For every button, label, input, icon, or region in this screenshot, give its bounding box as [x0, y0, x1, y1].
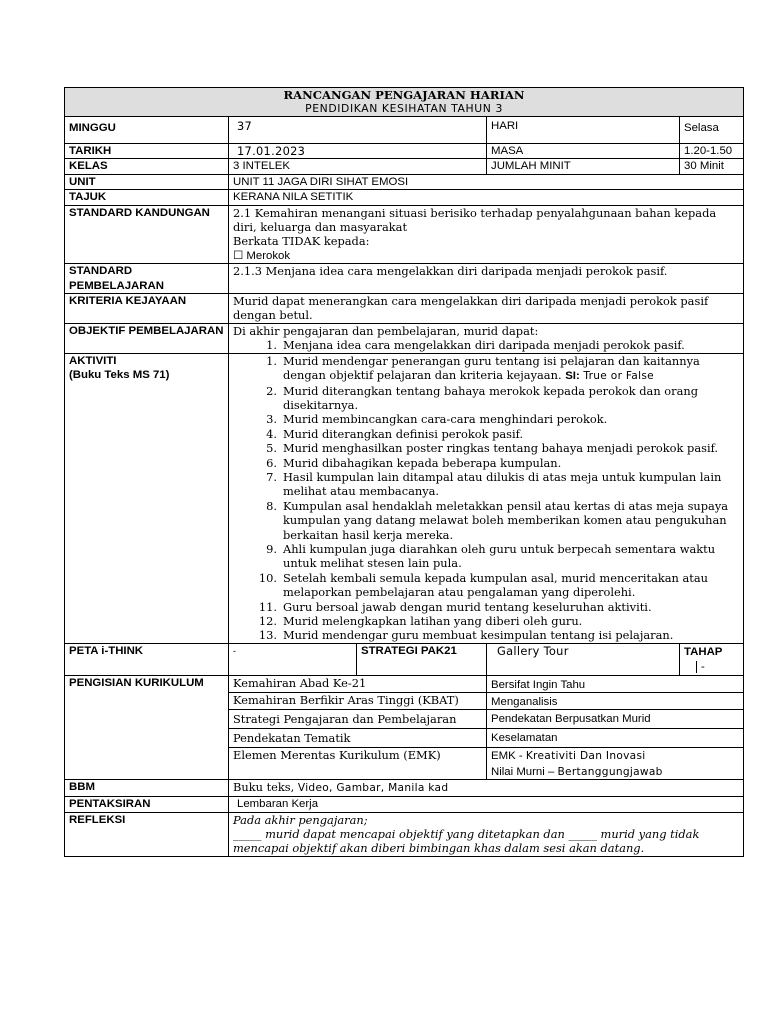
list-item-text: Murid melengkapkan latihan yang diberi oleh guru. [283, 614, 583, 628]
refleksi-row [65, 812, 744, 856]
pengisian-item-left: Kemahiran Berfikir Aras Tinggi (KBAT) [229, 693, 487, 710]
list-item: 7. Hasil kumpulan lain ditampal atau dilukis di atas meja untuk kumpulan lain melihat atau membacanya. [266, 469, 722, 499]
si-value: True or False [579, 370, 654, 383]
unit-row [65, 174, 744, 189]
refleksi-line1: Pada akhir pengajaran; [233, 812, 368, 827]
list-item: 3. Murid membincangkan cara-cara menghindari perokok. [266, 412, 608, 427]
minggu-label: MINGGU [65, 117, 229, 144]
emk-label: EMK - [491, 750, 526, 763]
standard-kandungan-line1: 2.1 Kemahiran menangani situasi berisiko terhadap penyalahgunaan bahan kepada diri, keluarga dan masyarakat [233, 205, 717, 235]
list-item: 5. Murid menghasilkan poster ringkas tentang bahaya menjadi perokok pasif. [266, 441, 719, 456]
list-item-text: Guru bersoal jawab dengan murid tentang keseluruhan aktiviti. [283, 599, 652, 614]
peta-ithink-label: PETA i-THINK [65, 643, 229, 675]
pengisian-item-right: Pendekatan Berpusatkan Murid [487, 710, 744, 729]
strategi-pak21-value: Gallery Tour [487, 643, 680, 675]
masa-label: MASA [487, 144, 680, 159]
list-item: 12. Murid melengkapkan latihan yang diberi oleh guru. [258, 614, 583, 628]
tahap-value: - [696, 661, 705, 673]
pentaksiran-label: PENTAKSIRAN [65, 796, 229, 812]
list-item-text: Murid dibahagikan kepada beberapa kumpulan. [283, 455, 562, 470]
document-title: RANCANGAN PENGAJARAN HARIAN [283, 88, 525, 102]
minggu-row [65, 117, 744, 144]
tarikh-label: TARIKH [65, 144, 229, 159]
list-item-text: Menjana idea cara mengelakkan diri daripada menjadi perokok pasif. [283, 338, 685, 353]
list-item-text: Hasil kumpulan lain ditampal atau dilukis di atas meja untuk kumpulan lain melihat atau membacanya. [283, 469, 722, 499]
standard-pembelajaran-label: STANDARD PEMBELAJARAN [65, 264, 229, 294]
list-item: 1. Murid mendengar penerangan guru tentang isi pelajaran dan kaitannya dengan objektif pelajaran dan kriteria kejayaan. SI: True or False [266, 353, 700, 383]
refleksi-label: REFLEKSI [65, 812, 229, 856]
tahap-cell [680, 643, 744, 675]
emk-value: Kreativiti Dan Inovasi [525, 750, 646, 763]
kriteria-kejayaan-value: Murid dapat menerangkan cara mengelakkan diri daripada menjadi perokok pasif dengan betul. [229, 294, 744, 324]
kelas-label: KELAS [65, 159, 229, 174]
list-item-text: Murid diterangkan definisi perokok pasif. [283, 426, 524, 441]
kelas-row [65, 159, 744, 174]
nilai-label: Nilai Murni – [491, 765, 558, 778]
masa-value: 1.20-1.50 [680, 144, 744, 159]
objektif-intro: Di akhir pengajaran dan pembelajaran, murid dapat: [233, 323, 539, 338]
refleksi-line2: _____ murid dapat mencapai objektif yang ditetapkan dan _____ murid yang tidak mencapai objektif akan diberi bimbingan khas dalam sesi akan datang. [233, 827, 700, 856]
tajuk-label: TAJUK [65, 190, 229, 205]
list-item-text: Setelah kembali semula kepada kumpulan asal, murid menceritakan atau melaporkan pembelajaran atau pengalaman yang diperolehi. [283, 570, 709, 600]
minggu-value: 37 [229, 117, 487, 144]
standard-kandungan-row [65, 205, 744, 264]
list-item: 10. Setelah kembali semula kepada kumpulan asal, murid menceritakan atau melaporkan pembelajaran atau pengalaman yang diperolehi. [258, 570, 709, 600]
tarikh-row [65, 144, 744, 159]
list-item: 6. Murid dibahagikan kepada beberapa kumpulan. [266, 455, 562, 470]
list-item-text: Ahli kumpulan juga diarahkan oleh guru untuk berpecah sementara waktu untuk melihat stesen lain pula. [283, 541, 716, 571]
kriteria-kejayaan-row [65, 294, 744, 324]
list-item-text: Murid mendengar penerangan guru tentang isi pelajaran dan kaitannya dengan objektif pelajaran dan kriteria kejayaan. [283, 353, 700, 383]
bbm-row [65, 780, 744, 796]
tarikh-value: 17.01.2023 [229, 144, 487, 159]
standard-kandungan-line2: Berkata TIDAK kepada: [233, 234, 370, 249]
peta-ithink-row [65, 643, 744, 675]
emk-left: Elemen Merentas Kurikulum (EMK) [229, 748, 487, 780]
emk-right [487, 748, 744, 780]
tahap-label: TAHAP [684, 645, 723, 658]
list-item: 13. Murid mendengar guru membuat kesimpulan tentang isi pelajaran. [258, 628, 674, 643]
list-item-number: 1. [266, 338, 277, 353]
bbm-value: Video, Gambar, Manila kad [297, 782, 449, 795]
pengisian-item-right: Menganalisis [487, 693, 744, 710]
list-item: 4. Murid diterangkan definisi perokok pasif. [266, 426, 524, 441]
pengisian-item-left: Pendekatan Tematik [229, 729, 487, 748]
header-row [65, 88, 744, 117]
standard-kandungan-value [229, 205, 744, 264]
aktiviti-row [65, 353, 744, 643]
pengisian-item-left: Strategi Pengajaran dan Pembelajaran [229, 710, 487, 729]
list-item: 11. Guru bersoal jawab dengan murid tentang keseluruhan aktiviti. [258, 599, 652, 614]
unit-value: UNIT 11 JAGA DIRI SIHAT EMOSI [229, 174, 744, 189]
aktiviti-list [233, 354, 739, 643]
lesson-plan-table [64, 87, 744, 857]
list-item: 8. Kumpulan asal hendaklah meletakkan pensil atau kertas di atas meja supaya kumpulan yang datang melawat boleh memberikan komen atau pengukuhan berkaitan hasil kerja mereka. [266, 498, 729, 542]
list-item-text: Murid menghasilkan poster ringkas tentang bahaya menjadi perokok pasif. [283, 441, 719, 456]
aktiviti-label-cell [65, 353, 229, 643]
document-subtitle: PENDIDIKAN KESIHATAN TAHUN 3 [305, 102, 503, 115]
bbm-cell [229, 780, 744, 796]
objektif-value [229, 323, 744, 353]
nilai-value: Bertanggungjawab [557, 765, 663, 778]
objektif-label: OBJEKTIF PEMBELAJARAN [65, 323, 229, 353]
tajuk-row [65, 190, 744, 205]
si-label: SI: [565, 370, 580, 383]
standard-pembelajaran-row [65, 264, 744, 294]
list-item: 9. Ahli kumpulan juga diarahkan oleh guru untuk berpecah sementara waktu untuk melihat stesen lain pula. [266, 541, 716, 571]
list-item-text: Murid diterangkan tentang bahaya merokok kepada perokok dan orang disekitarnya. [283, 383, 699, 412]
peta-ithink-value: - [229, 643, 357, 675]
standard-kandungan-label: STANDARD KANDUNGAN [65, 205, 229, 264]
pengisian-row-1 [65, 675, 744, 692]
pengisian-item-left: Kemahiran Abad Ke-21 [229, 675, 487, 692]
aktiviti-sublabel: (Buku Teks MS 71) [69, 369, 170, 382]
aktiviti-value [229, 353, 744, 643]
refleksi-value [229, 812, 744, 856]
jumlah-minit-value: 30 Minit [680, 159, 744, 174]
objektif-row [65, 323, 744, 353]
list-item: 2. Murid diterangkan tentang bahaya merokok kepada perokok dan orang disekitarnya. [266, 383, 699, 412]
list-item [233, 338, 739, 352]
pengisian-label: PENGISIAN KURIKULUM [65, 675, 229, 780]
standard-kandungan-line3: ☐ Merokok [233, 249, 291, 262]
list-item-text: Murid mendengar guru membuat kesimpulan tentang isi pelajaran. [283, 628, 674, 643]
list-item-text: Kumpulan asal hendaklah meletakkan pensil atau kertas di atas meja supaya kumpulan yang datang melawat boleh memberikan komen atau pengukuhan berkaitan hasil kerja mereka. [283, 498, 729, 542]
objektif-list [233, 338, 739, 352]
hari-label: HARI [487, 117, 680, 144]
jumlah-minit-label: JUMLAH MINIT [487, 159, 680, 174]
pentaksiran-row [65, 796, 744, 812]
bbm-label: BBM [65, 780, 229, 796]
kriteria-kejayaan-label: KRITERIA KEJAYAAN [65, 294, 229, 324]
bbm-prefix: Buku teks, [233, 780, 298, 795]
tajuk-value: KERANA NILA SETITIK [229, 190, 744, 205]
strategi-pak21-label: STRATEGI PAK21 [357, 643, 487, 675]
standard-pembelajaran-value: 2.1.3 Menjana idea cara mengelakkan diri daripada menjadi perokok pasif. [229, 264, 744, 294]
pengisian-item-right: Keselamatan [487, 729, 744, 748]
pengisian-item-right: Bersifat Ingin Tahu [487, 675, 744, 692]
list-item-text: Murid membincangkan cara-cara menghindari perokok. [283, 412, 608, 427]
kelas-value: 3 INTELEK [229, 159, 487, 174]
hari-value: Selasa [680, 117, 744, 144]
aktiviti-label: AKTIVITI [69, 354, 117, 367]
pentaksiran-value: Lembaran Kerja [229, 796, 744, 812]
unit-label: UNIT [65, 174, 229, 189]
